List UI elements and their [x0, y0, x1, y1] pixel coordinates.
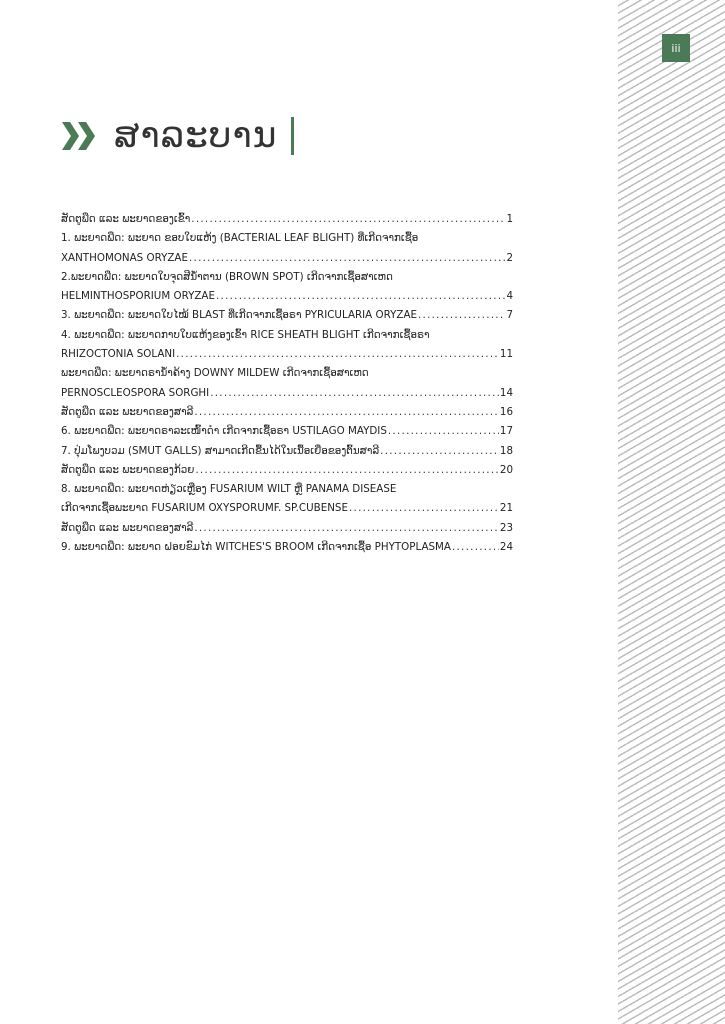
toc-entry-text: 7. ປຸ່ມໂພງບວມ (SMUT GALLS) ສາມາດເກີດຂື້ນໄດ້ໃນເນື້ອເຍື່ອຂອງຕົ້ນສາລີ [61, 444, 380, 457]
toc-page-number: 11 [499, 348, 513, 361]
dot-leader [216, 287, 505, 306]
toc-entry-text: 1. ພະຍາດພືດ: ພະຍາດ ຂອບໃບແຫ້ງ (BACTERIAL LEAF BLIGHT) ທີ່ເກີດຈາກເຊື້ອ [61, 232, 419, 245]
toc-page-number: 24 [499, 541, 513, 554]
title-divider [291, 117, 294, 155]
toc-entry[interactable] [61, 422, 513, 441]
decorative-stripe-band [618, 0, 725, 1024]
toc-entry-text: XANTHOMONAS ORYZAE [61, 251, 188, 264]
dot-leader [194, 403, 499, 422]
toc-entry-line [61, 249, 513, 268]
dot-leader [349, 499, 499, 518]
toc-page-number: 18 [499, 444, 513, 457]
toc-entry-text: 9. ພະຍາດພືດ: ພະຍາດ ຝອຍຂົມໄກ່ WITCHES'S BROOM ເກີດຈາກເຊື້ອ PHYTOPLASMA [61, 541, 451, 554]
dot-leader [194, 519, 499, 538]
toc-entry[interactable] [61, 538, 513, 557]
toc-entry-text: RHIZOCTONIA SOLANI [61, 348, 176, 361]
toc-entry[interactable] [61, 442, 513, 461]
toc-entry-text: 3. ພະຍາດພືດ: ພະຍາດໃບໄໝ້ BLAST ທີ່ເກີດຈາກເຊື້ອຣາ PYRICULARIA ORYZAE [61, 309, 417, 322]
toc-page-number: 21 [499, 502, 513, 515]
dot-leader [418, 306, 505, 325]
toc-entry-line [61, 538, 513, 557]
page-number-badge: iii [662, 34, 690, 62]
toc-entry-text: ສັດຕູພືດ ແລະ ພະຍາດຂອງສາລີ [61, 405, 194, 418]
toc-entry[interactable] [61, 364, 513, 403]
toc-entry[interactable] [61, 306, 513, 325]
toc-entry[interactable] [61, 326, 513, 365]
toc-page-number: 14 [499, 386, 513, 399]
toc-entry-text: PERNOSCLEOSPORA SORGHI [61, 386, 210, 399]
toc-entry-line [61, 499, 513, 518]
toc-entry-line [61, 345, 513, 364]
toc-entry-text: ພະຍາດພືດ: ພະຍາດຣານ້ຳຄ້າງ DOWNY MILDEW ເກີດຈາກເຊື້ອສາເຫດ [61, 367, 369, 380]
toc-entry-text: 4. ພະຍາດພືດ: ພະຍາດກາບໃບແຫ້ງຂອງເຂົ້າ RICE SHEATH BLIGHT ເກີດຈາກເຊື້ອຣາ [61, 328, 430, 341]
toc-entry-text: ສັດຕູພືດ ແລະ ພະຍາດຂອງສາລີ [61, 521, 194, 534]
toc-entry-line [61, 461, 513, 480]
dot-leader [452, 538, 499, 557]
toc-entry-text: ສັດຕູພືດ ແລະ ພະຍາດຂອງເຂົ້າ [61, 213, 191, 225]
dot-leader [380, 442, 499, 461]
dot-leader [388, 422, 499, 441]
toc-entry-line [61, 287, 513, 306]
toc-page-number: 2 [506, 251, 513, 264]
toc-entry-text: 8. ພະຍາດພືດ: ພະຍາດຫ່ຽວເຫຼືອງ FUSARIUM WILT ຫຼື PANAMA DISEASE [61, 483, 397, 496]
toc-entry-line [61, 442, 513, 461]
toc-entry[interactable] [61, 268, 513, 307]
dot-leader [210, 384, 499, 403]
toc-entry[interactable] [61, 519, 513, 538]
dot-leader [191, 210, 505, 229]
title-row [60, 112, 294, 160]
toc-page-number: 16 [499, 405, 513, 418]
toc-page-number: 20 [499, 463, 513, 476]
toc-entry[interactable] [61, 403, 513, 422]
toc-entry-text: 2.ພະຍາດພືດ: ພະຍາດໃບຈຸດສີນ້ຳຕານ (BROWN SPOT) ເກີດຈາກເຊື້ອສາເຫດ [61, 270, 393, 283]
toc-entry-text: ເກີດຈາກເຊື້ອພະຍາດ FUSARIUM OXYSPORUMF. SP.CUBENSE [61, 502, 348, 515]
dot-leader [176, 345, 499, 364]
toc-page-number: 17 [499, 425, 513, 438]
toc-page-number: 23 [499, 521, 513, 534]
toc-entry-line [61, 422, 513, 441]
toc-entry[interactable] [61, 461, 513, 480]
dot-leader [189, 249, 505, 268]
toc-entry-line [61, 384, 513, 403]
toc-entry-text: HELMINTHOSPORIUM ORYZAE [61, 290, 215, 303]
toc-page-number: 7 [506, 309, 513, 322]
toc-page-number: 1 [506, 213, 513, 225]
toc-entry-line [61, 403, 513, 422]
toc-entry[interactable] [61, 210, 513, 229]
toc-entry-line [61, 210, 513, 229]
page-title: ສາລະບານ [114, 115, 278, 156]
toc-entry[interactable] [61, 480, 513, 519]
toc-entry-line [61, 519, 513, 538]
toc-page-number: 4 [506, 290, 513, 303]
toc-entry[interactable] [61, 229, 513, 268]
toc-entry-text: 6. ພະຍາດພືດ: ພະຍາດຣາລະເໜົ້າດຳ ເກີດຈາກເຊື້ອຣາ USTILAGO MAYDIS [61, 425, 387, 438]
toc-entry-text: ສັດຕູພືດ ແລະ ພະຍາດຂອງກ້ວຍ [61, 463, 195, 476]
toc-entry-line [61, 306, 513, 325]
double-chevron-icon [60, 119, 98, 153]
dot-leader [195, 461, 499, 480]
table-of-contents [61, 210, 513, 557]
